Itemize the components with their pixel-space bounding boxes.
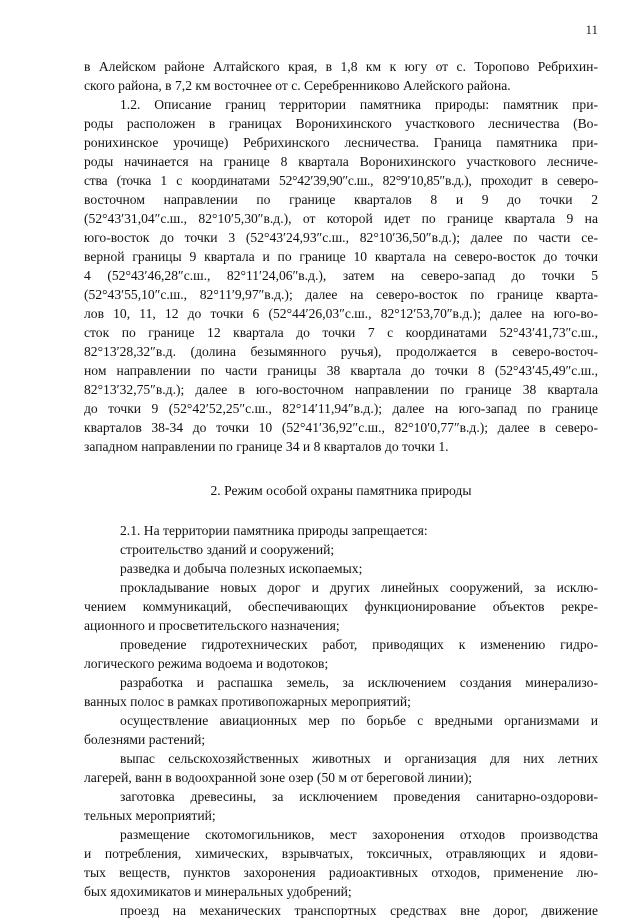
list-item: прокладывание новых дорог и других линейных сооружений, за исклю-	[120, 580, 598, 595]
text-line: роды начинается на границе 8 квартала Воронихинского участкового лесниче-	[84, 154, 598, 169]
text-line: бых ядохимикатов и минеральных удобрений;	[84, 884, 352, 899]
text-line: 82°13′32,75″в.д.); далее в юго-восточном направлении по границе 38 квартала	[84, 382, 598, 397]
list-item: размещение скотомогильников, мест захоронения отходов производства	[120, 827, 598, 842]
text-line: лов 10, 11, 12 до точки 6 (52°44′26,03″с.ш., 82°12′53,70″в.д.); далее на юго-во-	[84, 306, 598, 321]
text-line: 4 (52°43′46,28″с.ш., 82°11′24,06″в.д.), затем на северо-запад до точки 5	[84, 268, 598, 283]
text-line: восточном направлении по границе кварталов 8 и 9 до точки 2	[84, 192, 598, 207]
list-item: разработка и распашка земель, за исключением создания минерализо-	[120, 675, 598, 690]
text-line: верной границы 9 квартала и по границе 10 квартала на северо-восток до точки	[84, 249, 598, 264]
text-line: ном направлении по части границы 38 квартала до точки 8 (52°43′45,49″с.ш.,	[84, 363, 598, 378]
section-heading: 2. Режим особой охраны памятника природы	[210, 483, 472, 498]
text-line: (52°43′31,04″с.ш., 82°10′5,30″в.д.), от которой идет по границе квартала 9 на	[84, 211, 598, 226]
list-intro: 2.1. На территории памятника природы запрещается:	[120, 523, 428, 538]
text-line: юго-восток до точки 3 (52°43′24,93″с.ш., 82°10′36,50″в.д.); далее по части се-	[84, 230, 598, 245]
list-item: осуществление авиационных мер по борьбе с вредными организмами и	[120, 713, 598, 728]
list-item: выпас сельскохозяйственных животных и организация для них летних	[120, 751, 598, 766]
text-line: ского района, в 7,2 км восточнее от с. Серебренниково Алейского района.	[84, 78, 511, 93]
text-line: логического режима водоема и водотоков;	[84, 656, 329, 671]
text-line: роды расположен в границах Воронихинского участкового лесничества (Во-	[84, 116, 598, 131]
text-line: лагерей, ванн в водоохранной зоне озер (50 м от береговой линии);	[84, 770, 473, 785]
text-line: тельных мероприятий;	[84, 808, 216, 823]
text-line: и потребления, химических, взрывчатых, токсичных, отравляющих и ядови-	[84, 846, 598, 861]
text-line: ронихинское урочище) Ребрихинского лесничества. Граница памятника при-	[84, 135, 598, 150]
text-line: сток по границе 12 квартала до точки 7 с координатами 52°43′41,73″с.ш.,	[84, 325, 598, 340]
text-line: тых веществ, пунктов захоронения радиоактивных отходов, применение лю-	[84, 865, 598, 880]
text-line: ванных полос в рамках противопожарных мероприятий;	[84, 694, 411, 709]
text-line: (52°43′55,10″с.ш., 82°11′9,97″в.д.); далее на северо-восток по границе кварта-	[84, 287, 598, 302]
text-line: кварталов 38-34 до точки 10 (52°41′36,92″с.ш., 82°10′0,77″в.д.); далее в северо-	[84, 420, 598, 435]
text-line: в Алейском районе Алтайского края, в 1,8 км к югу от с. Торопово Ребрихин-	[84, 59, 598, 74]
text-line: болезнями растений;	[84, 732, 206, 747]
list-item: строительство зданий и сооружений;	[120, 542, 335, 557]
text-line: ства (точка 1 с координатами 52°42′39,90″с.ш., 82°9′10,85″в.д.), проходит в северо-	[84, 173, 598, 188]
list-item: разведка и добыча полезных ископаемых;	[120, 561, 363, 576]
text-line: чением коммуникаций, обеспечивающих функционирование объектов рекре-	[84, 599, 598, 614]
text-line: 82°13′28,32″в.д. (долина безымянного ручья), продолжается в северо-восточ-	[84, 344, 598, 359]
text-line: западном направлении по границе 34 и 8 кварталов до точки 1.	[84, 439, 449, 454]
text-line: ационного и просветительского назначения;	[84, 618, 340, 633]
page-number: 11	[585, 22, 598, 37]
text-line: до точки 9 (52°42′52,25″с.ш., 82°14′11,94″в.д.); далее на юго-запад по границе	[84, 401, 598, 416]
list-item: проезд на механических транспортных средствах вне дорог, движение	[120, 903, 598, 918]
list-item: заготовка древесины, за исключением проведения санитарно-оздорови-	[120, 789, 598, 804]
text-line: 1.2. Описание границ территории памятника природы: памятник при-	[120, 97, 598, 112]
list-item: проведение гидротехнических работ, приводящих к изменению гидро-	[120, 637, 598, 652]
